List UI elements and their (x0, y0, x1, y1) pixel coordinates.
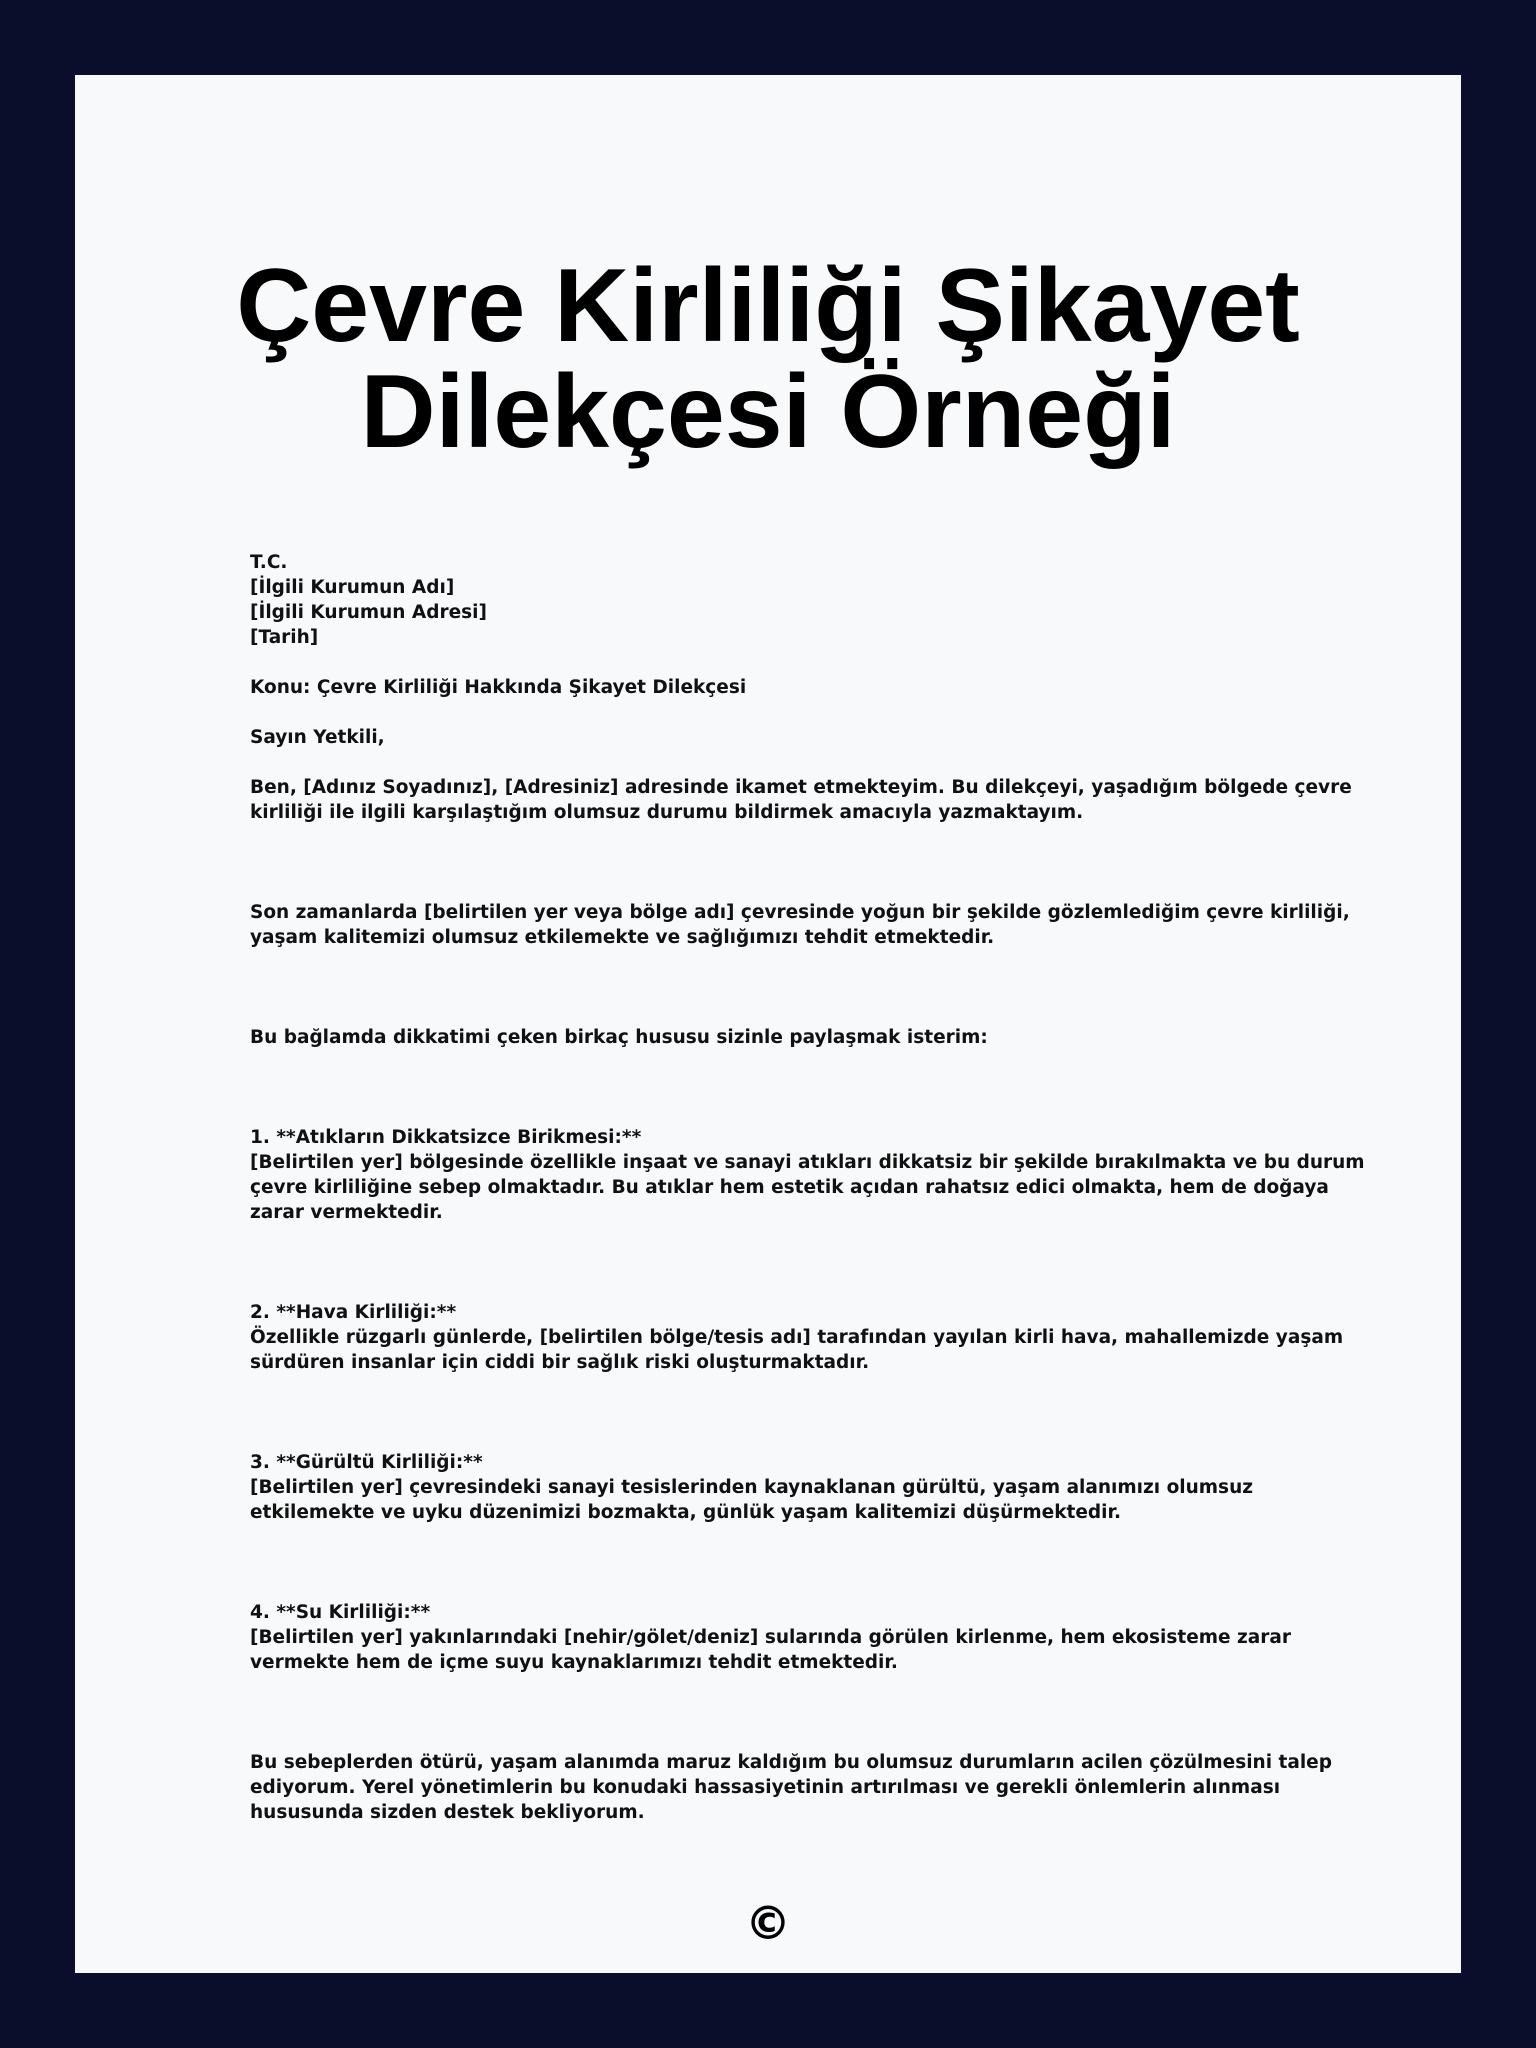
paragraph-line: zarar vermektedir. (250, 1202, 443, 1223)
paragraph-line: Ben, [Adınız Soyadınız], [Adresiniz] adresinde ikamet etmekteyim. Bu dilekçeyi, yaşadığım bölgede çevre (250, 777, 1352, 798)
list-item-heading: 2. **Hava Kirliliği:** (250, 1302, 457, 1323)
list-item (250, 1600, 1350, 1675)
list-item-heading: 4. **Su Kirliliği:** (250, 1602, 431, 1623)
paragraph-line: vermekte hem de içme suyu kaynaklarımızı tehdit etmektedir. (250, 1652, 898, 1673)
list-item-heading: 1. **Atıkların Dikkatsizce Birikmesi:** (250, 1127, 642, 1148)
paragraph-line: [Belirtilen yer] yakınlarındaki [nehir/gölet/deniz] sularında görülen kirlenme, hem ekosisteme zarar (250, 1627, 1291, 1648)
recipient-line: T.C. (250, 552, 288, 573)
recipient-block (250, 550, 1350, 650)
copyright-icon: © (745, 1896, 791, 1950)
title-line-1: Çevre Kirliliği Şikayet (236, 248, 1300, 364)
paragraph-line: Son zamanlarda [belirtilen yer veya bölge adı] çevresinde yoğun bir şekilde gözlemlediğim çevre kirliliği, (250, 902, 1350, 923)
recipient-line: [İlgili Kurumun Adresi] (250, 602, 487, 623)
title-line-2: Dilekçesi Örneği (360, 354, 1176, 470)
context-paragraph (250, 900, 1350, 950)
list-item (250, 1125, 1365, 1225)
document-title (75, 248, 1461, 470)
document-page (75, 75, 1461, 1973)
salutation: Sayın Yetkili, (250, 727, 385, 748)
document-body (250, 550, 1365, 1825)
lead-paragraph: Bu bağlamda dikkatimi çeken birkaç hususu sizinle paylaşmak isterim: (250, 1027, 988, 1048)
paragraph-line: etkilemekte ve uyku düzenimizi bozmakta, günlük yaşam kalitemizi düşürmektedir. (250, 1502, 1122, 1523)
recipient-line: [İlgili Kurumun Adı] (250, 577, 455, 598)
paragraph-line: Bu sebeplerden ötürü, yaşam alanımda maruz kaldığım bu olumsuz durumların acilen çözülmesini talep (250, 1752, 1332, 1773)
paragraph-line: çevre kirliliğine sebep olmaktadır. Bu atıklar hem estetik açıdan rahatsız edici olmakta, hem de doğaya (250, 1177, 1329, 1198)
paragraph-line: yaşam kalitemizi olumsuz etkilemekte ve sağlığımızı tehdit etmektedir. (250, 927, 995, 948)
paragraph-line: sürdüren insanlar için ciddi bir sağlık riski oluşturmaktadır. (250, 1352, 870, 1373)
date-line: [Tarih] (250, 627, 319, 648)
paragraph-line: hususunda sizden destek bekliyorum. (250, 1802, 645, 1823)
paragraph-line: kirliliği ile ilgili karşılaştığım olumsuz durumu bildirmek amacıyla yazmaktayım. (250, 802, 1084, 823)
list-item-heading: 3. **Gürültü Kirliliği:** (250, 1452, 483, 1473)
list-item (250, 1300, 1350, 1375)
list-item (250, 1450, 1350, 1525)
paragraph-line: [Belirtilen yer] bölgesinde özellikle inşaat ve sanayi atıkları dikkatsiz bir şekilde bırakılmakta ve bu durum (250, 1152, 1365, 1173)
paragraph-line: Özellikle rüzgarlı günlerde, [belirtilen bölge/tesis adı] tarafından yayılan kirli hava, mahallemizde yaşam (250, 1327, 1344, 1348)
paragraph-line: [Belirtilen yer] çevresindeki sanayi tesislerinden kaynaklanan gürültü, yaşam alanımızı olumsuz (250, 1477, 1254, 1498)
intro-paragraph (250, 775, 1350, 825)
paragraph-line: ediyorum. Yerel yönetimlerin bu konudaki hassasiyetinin artırılması ve gerekli önlemlerin alınması (250, 1777, 1281, 1798)
closing-paragraph (250, 1750, 1350, 1825)
subject-line: Konu: Çevre Kirliliği Hakkında Şikayet Dilekçesi (250, 677, 747, 698)
